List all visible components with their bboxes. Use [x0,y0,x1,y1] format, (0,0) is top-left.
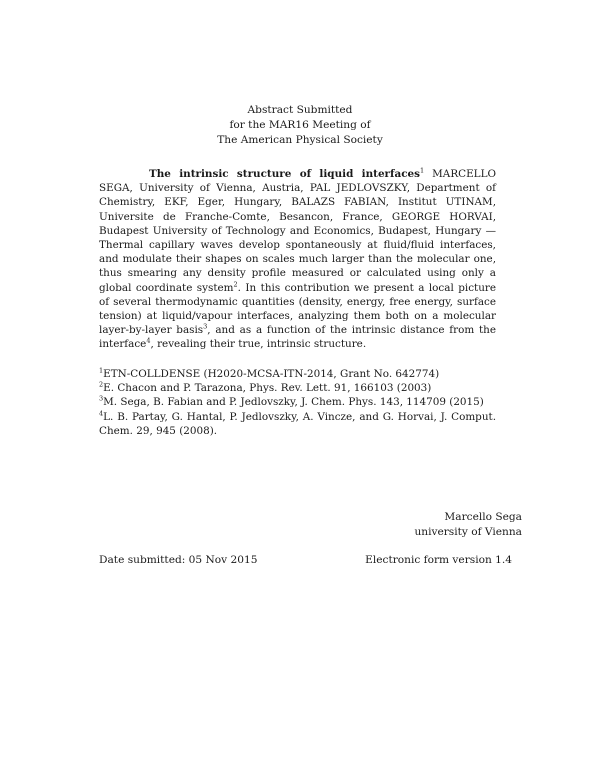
footnote-marker-2: 2 [233,280,238,289]
abstract-text-part-2: . In this contribution we present a local picture of several thermodynamic quantities (density, energy, free energy, surface tension) at liquid/vapour interfaces, analyzing them both on a molecular layer-by-layer basis [99,281,496,337]
reference-number: 1 [99,366,104,375]
submitter-affiliation: university of Vienna [414,526,522,538]
reference-text: L. B. Partay, G. Hantal, P. Jedlovszky, A. Vincze, and G. Horvai, J. Comput. Chem. 29, 945 (2008). [99,410,496,437]
references-list [99,367,496,438]
abstract-text-part-1: MARCELLO SEGA, University of Vienna, Austria, PAL JEDLOVSZKY, Department of Chemistry, EKF, Eger, Hungary, BALAZS FABIAN, Institut UTINAM, Universite de Franche-Comte, Besancon, France, GEORGE HORVAI, Budapest University of Technology and Economics, Budapest, Hungary — Thermal capillary waves develop spontaneously at fluid/fluid interfaces, and modulate their shapes on scales much larger than the molecular one, thus smearing any density profile measured or calculated using only a global coordinate system [99,168,496,294]
abstract-text-part-3: , and as a function of the intrinsic distance from the interface [99,324,496,351]
submitter-signature [414,510,522,540]
header-line-3: The American Physical Society [217,134,383,146]
form-version: Electronic form version 1.4 [365,554,512,566]
header-line-1: Abstract Submitted [247,104,353,116]
reference-number: 4 [99,409,104,418]
reference-text: M. Sega, B. Fabian and P. Jedlovszky, J. Chem. Phys. 143, 114709 (2015) [103,396,484,409]
date-submitted: Date submitted: 05 Nov 2015 [99,554,258,566]
reference-text: E. Chacon and P. Tarazona, Phys. Rev. Lett. 91, 166103 (2003) [103,382,432,395]
footnote-marker-3: 3 [203,322,208,331]
reference-number: 2 [99,380,104,389]
footnote-marker-1: 1 [420,166,425,175]
reference-item [99,395,496,409]
abstract-body [99,167,496,352]
reference-text: ETN-COLLDENSE (H2020-MCSA-ITN-2014, Grant No. 642774) [103,368,440,380]
header-line-2: for the MAR16 Meeting of [229,119,371,131]
reference-item [99,367,496,381]
submission-header [100,103,500,148]
reference-item [99,410,496,438]
submitter-name: Marcello Sega [444,511,522,523]
reference-item [99,381,496,395]
footnote-marker-4: 4 [146,336,151,345]
abstract-title: The intrinsic structure of liquid interfaces [149,168,421,180]
reference-number: 3 [99,394,104,403]
abstract-text-part-4: , revealing their true, intrinsic structure. [150,338,367,351]
